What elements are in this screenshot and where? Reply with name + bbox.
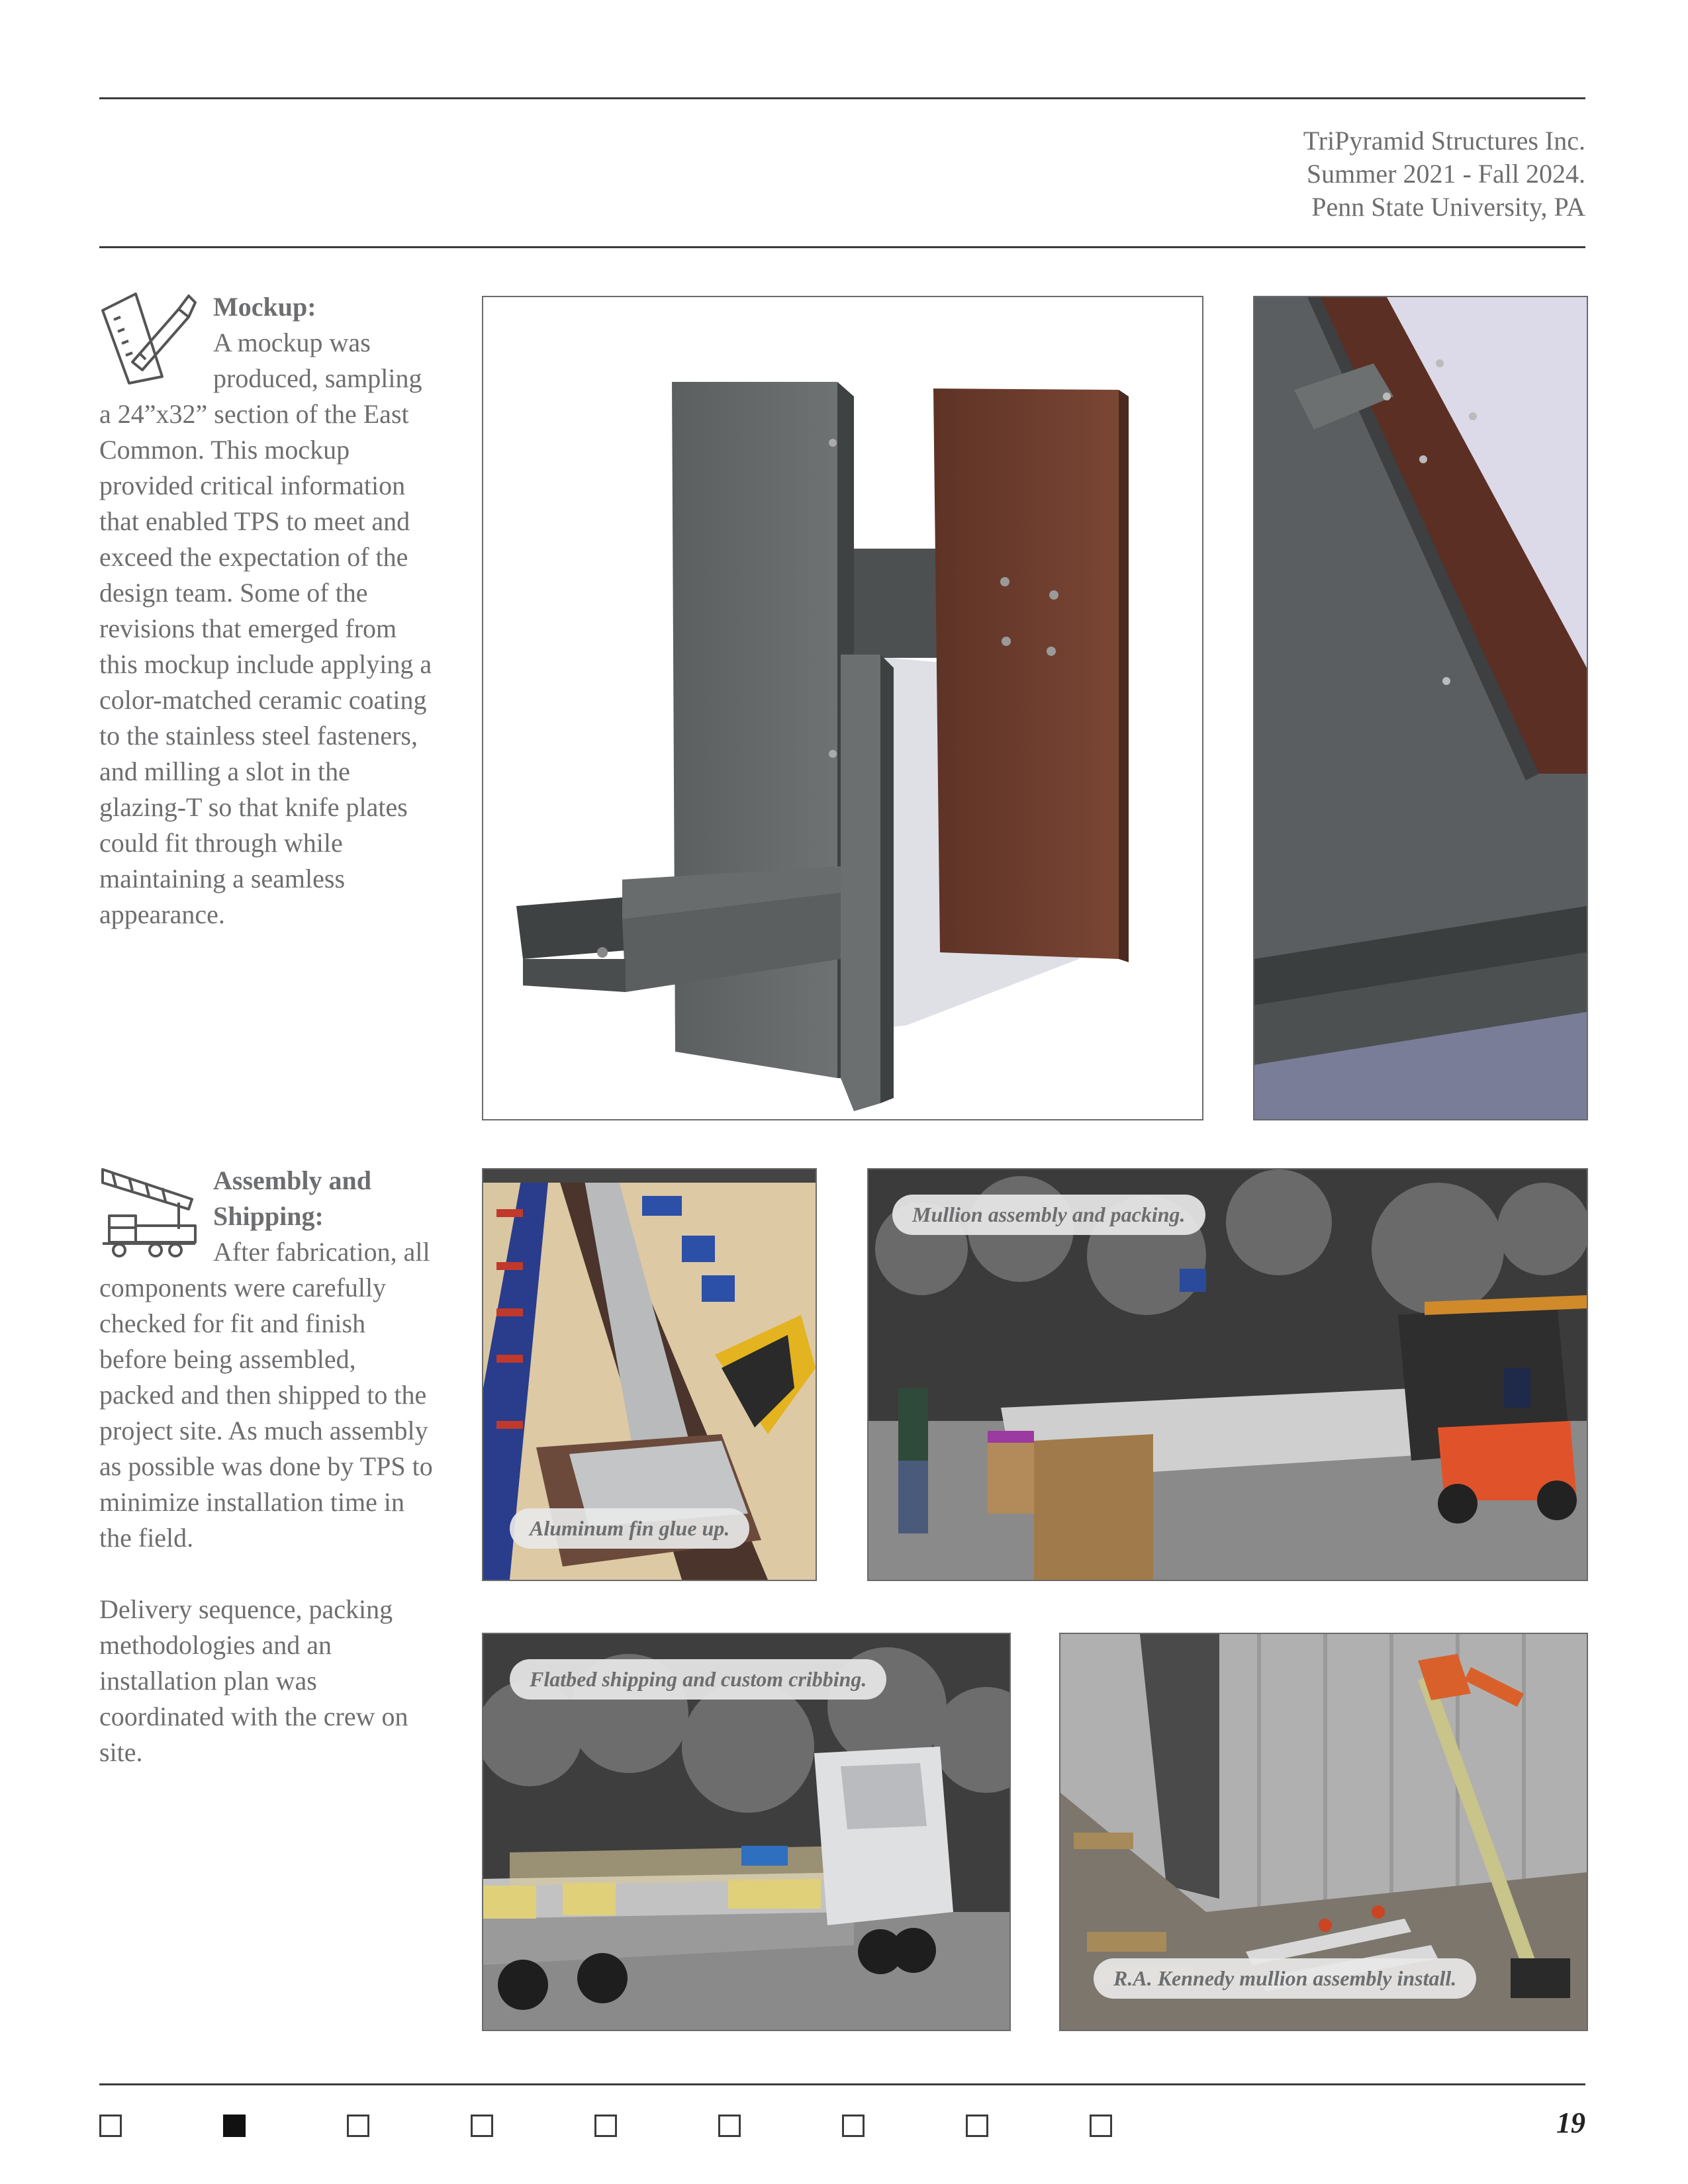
page-navigation-boxes	[99, 2115, 1125, 2141]
photo-mullion-assembly	[867, 1168, 1588, 1581]
page-number: 19	[1556, 2107, 1585, 2139]
mockup-photo-detail	[1253, 296, 1588, 1120]
project-dates: Summer 2021 - Fall 2024.	[1306, 159, 1585, 189]
mockup-photo-main	[482, 296, 1203, 1120]
caption-mullion-assembly: Mullion assembly and packing.	[892, 1195, 1205, 1235]
mockup-section	[99, 289, 437, 933]
paintbrush-ruler-icon	[99, 289, 205, 369]
caption-glue-up: Aluminum fin glue up.	[510, 1508, 749, 1549]
caption-flatbed-shipping: Flatbed shipping and custom cribbing.	[510, 1659, 886, 1700]
delivery-body: Delivery sequence, packing methodologies and an installation plan was coordinated with the crew on site.	[99, 1594, 408, 1767]
page-box-3[interactable]	[347, 2115, 369, 2137]
photo-flatbed-shipping	[482, 1633, 1011, 2031]
page-box-8[interactable]	[966, 2115, 988, 2137]
photo-fin-glue-up	[482, 1168, 817, 1581]
page-box-2[interactable]	[223, 2115, 246, 2137]
assembly-body: After fabrication, all components were carefully checked for fit and finish before being assembled, packed and then shipped to the project site. As much assembly as possible was done by TPS to minimize installation time in the field.	[99, 1237, 433, 1553]
assembly-section	[99, 1163, 437, 1770]
caption-mullion-install: R.A. Kennedy mullion assembly install.	[1094, 1958, 1476, 1999]
page-box-7[interactable]	[842, 2115, 865, 2137]
document-header	[1303, 124, 1585, 224]
header-bottom-rule	[99, 246, 1585, 248]
crane-truck-icon	[99, 1163, 205, 1242]
project-location: Penn State University, PA	[1311, 192, 1585, 222]
page-box-9[interactable]	[1090, 2115, 1112, 2137]
page-box-4[interactable]	[471, 2115, 493, 2137]
header-top-rule	[99, 97, 1585, 99]
page-box-1[interactable]	[99, 2115, 122, 2137]
page-box-6[interactable]	[718, 2115, 741, 2137]
mockup-heading: Mockup:	[213, 292, 316, 322]
mockup-body: A mockup was produced, sampling a 24”x32” section of the East Common. This mockup provided critical information that enabled TPS to meet and exceed the expectation of the design team. Some of the revisions that emerged from this mockup include applying a color-matched ceramic coating to the stainless steel fasteners, and milling a slot in the glazing-T so that knife plates could fit through while maintaining a seamless appearance.	[99, 328, 432, 929]
page-box-5[interactable]	[594, 2115, 617, 2137]
footer-rule	[99, 2083, 1585, 2085]
company-name: TriPyramid Structures Inc.	[1303, 126, 1585, 156]
assembly-heading: Assembly and Shipping:	[213, 1165, 371, 1231]
photo-mullion-install	[1059, 1633, 1588, 2031]
